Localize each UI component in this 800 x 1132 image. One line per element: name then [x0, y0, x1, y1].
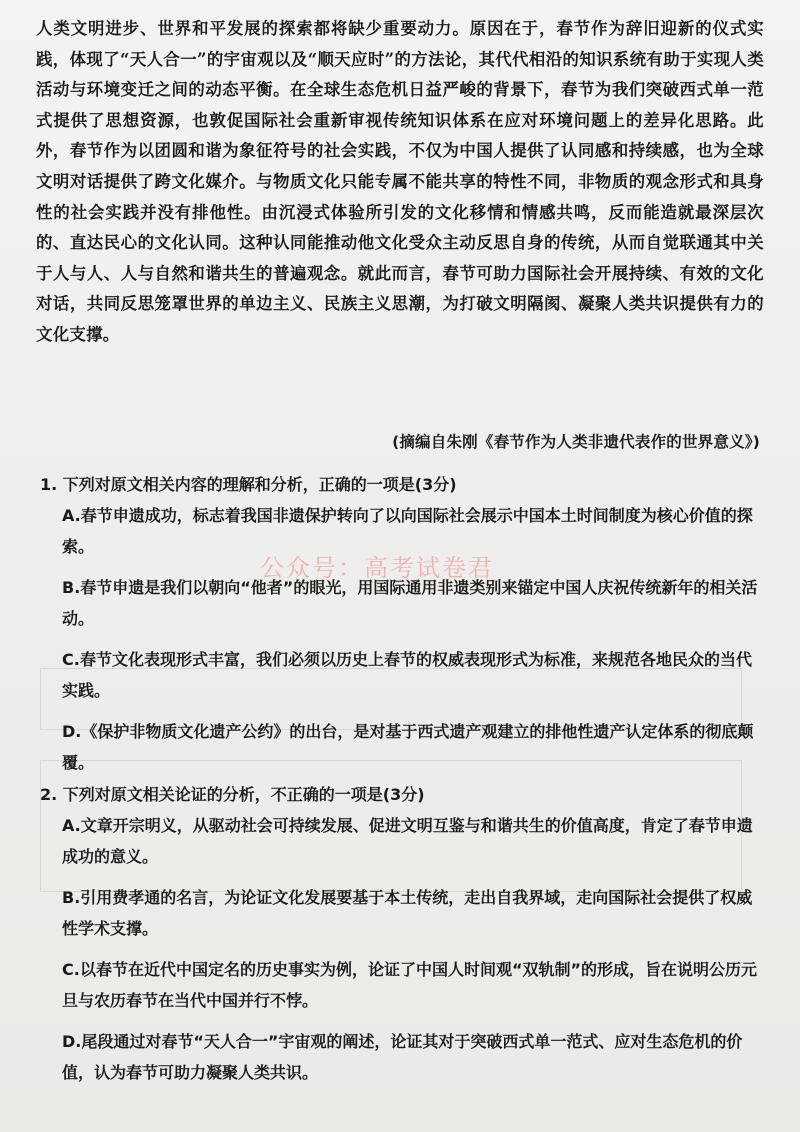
- question-stem: 2. 下列对原文相关论证的分析，不正确的一项是(3分): [40, 785, 425, 804]
- option-text: 《保护非物质文化遗产公约》的出台，是对基于西式遗产观建立的排他性遗产认定体系的彻底颠覆。: [62, 722, 754, 772]
- option-c[interactable]: [40, 954, 764, 1016]
- option-text: 尾段通过对春节“天人合一”宇宙观的阐述，论证其对于突破西式单一范式、应对生态危机的价值，认为春节可助力凝聚人类共识。: [62, 1032, 743, 1082]
- question-1: [40, 470, 764, 778]
- option-text: 文章开宗明义，从驱动社会可持续发展、促进文明互鉴与和谐共生的价值高度，肯定了春节申遗成功的意义。: [62, 816, 753, 866]
- option-text: 春节申遗是我们以朝向“他者”的眼光，用国际通用非遗类别来锚定中国人庆祝传统新年的相关活动。: [62, 578, 758, 628]
- option-letter: A.: [62, 816, 81, 835]
- option-a[interactable]: [40, 810, 764, 872]
- option-c[interactable]: [40, 644, 764, 706]
- option-text: 春节文化表现形式丰富，我们必须以历史上春节的权威表现形式为标准，来规范各地民众的当代实践。: [62, 650, 753, 700]
- option-text: 春节申遗成功，标志着我国非遗保护转向了以向国际社会展示中国本土时间制度为核心价值的探索。: [62, 506, 753, 556]
- option-letter: B.: [62, 888, 81, 907]
- option-letter: B.: [62, 578, 81, 597]
- reading-passage: 人类文明进步、世界和平发展的探索都将缺少重要动力。原因在于，春节作为辞旧迎新的仪式实践，体现了“天人合一”的宇宙观以及“顺天应时”的方法论，其代代相沿的知识系统有助于实现人类活动与环境变迁之间的动态平衡。在全球生态危机日益严峻的背景下，春节为我们突破西式单一范式提供了思想资源，也敦促国际社会重新审视传统知识体系在应对环境问题上的差异化思路。此外，春节作为以团圆和谐为象征符号的社会实践，不仅为中国人提供了认同感和持续感，也为全球文明对话提供了跨文化媒介。与物质文化只能专属不能共享的特性不同，非物质的观念形式和具身性的社会实践并没有排他性。由沉浸式体验所引发的文化移情和情感共鸣，反而能造就最深层次的、直达民心的文化认同。这种认同能推动他文化受众主动反思自身的传统，从而自觉联通其中关于人与人、人与自然和谐共生的普遍观念。就此而言，春节可助力国际社会开展持续、有效的文化对话，共同反思笼罩世界的单边主义、民族主义思潮，为打破文明隔阂、凝聚人类共识提供有力的文化支撑。: [36, 19, 764, 344]
- passage-source: (摘编自朱刚《春节作为人类非遗代表作的世界意义》): [392, 433, 760, 451]
- option-letter: C.: [62, 960, 80, 979]
- option-a[interactable]: [40, 500, 764, 562]
- option-letter: D.: [62, 1032, 82, 1051]
- option-b[interactable]: [40, 572, 764, 634]
- watermark-text: 公众号：高考试卷君: [260, 554, 494, 582]
- option-d[interactable]: [40, 716, 764, 778]
- option-text: 以春节在近代中国定名的历史事实为例，论证了中国人时间观“双轨制”的形成，旨在说明公历元旦与农历春节在当代中国并行不悖。: [62, 960, 758, 1010]
- option-d[interactable]: [40, 1026, 764, 1088]
- option-letter: A.: [62, 506, 81, 525]
- question-stem: 1. 下列对原文相关内容的理解和分析，正确的一项是(3分): [40, 475, 457, 494]
- option-letter: C.: [62, 650, 80, 669]
- question-2: [40, 780, 764, 1088]
- option-b[interactable]: [40, 882, 764, 944]
- option-letter: D.: [62, 722, 82, 741]
- option-text: 引用费孝通的名言，为论证文化发展要基于本土传统，走出自我界域，走向国际社会提供了权威性学术支撑。: [62, 888, 753, 938]
